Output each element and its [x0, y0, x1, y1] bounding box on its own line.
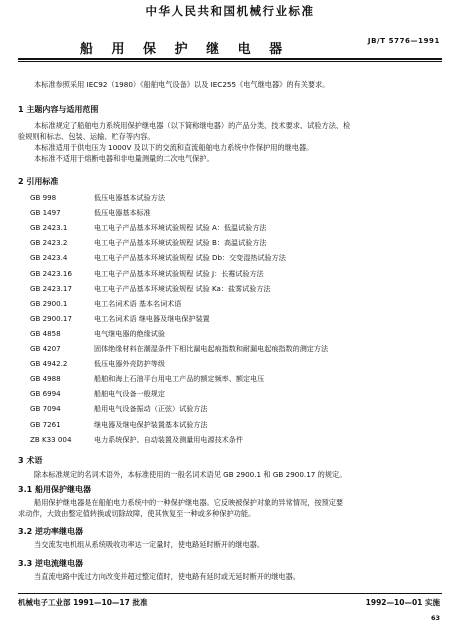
section-1-line: 本标准适用于供电压为 1000V 及以下的交流和直流船舶电力系统中作保护用的继电器。: [34, 143, 314, 152]
section-3-heading: 3 术语: [18, 456, 43, 465]
reference-code: GB 2900.17: [30, 313, 72, 323]
reference-row: [30, 284, 271, 294]
reference-title: 低压电器基本试验方法: [94, 193, 165, 202]
approval-date: 机械电子工业部 1991—10—17 批准: [18, 598, 148, 607]
intro-paragraph: 本标准参照采用 IEC92（1980）《船舶电气设备》以及 IEC255《电气继电器》的有关要求。: [34, 80, 330, 89]
reference-row: [30, 208, 151, 218]
section-3-1-line: 求动作，大致由整定值转换或切除故障，使其恢复至一种或多种保护功能。: [18, 509, 256, 518]
reference-code: GB 4988: [30, 374, 61, 384]
reference-row: [30, 404, 208, 414]
reference-title: 电工名词术语 继电器及继电保护装置: [94, 313, 210, 323]
reference-title: 电工名词术语 基本名词术语: [94, 298, 182, 308]
reference-row: [30, 389, 165, 399]
standard-code: JB/T 5776—1991: [367, 37, 440, 45]
reference-row: [30, 344, 328, 354]
reference-row: [30, 253, 286, 263]
implementation-date: 1992—10—01 实施: [365, 598, 440, 607]
reference-code: GB 4942.2: [30, 359, 68, 369]
reference-row: [30, 269, 264, 279]
reference-title: 低压电器基本标准: [94, 208, 151, 218]
reference-row: [30, 223, 267, 233]
document-title: 船 用 保 护 继 电 器: [80, 42, 290, 57]
reference-code: GB 4207: [30, 344, 61, 353]
footer-rule: [18, 593, 442, 594]
reference-row: [30, 420, 208, 430]
reference-title: 电工电子产品基本环境试验规程 试验 Ka：盐雾试验方法: [94, 283, 271, 293]
section-3-1-line: 船用保护继电器是在船舶电力系统中的一种保护继电器。它反映被保护对象的异常情况，按预定要: [34, 498, 344, 507]
reference-code: GB 998: [30, 193, 57, 202]
section-3-1-heading: 3.1 船用保护继电器: [18, 485, 91, 494]
reference-title: 电力系统保护、自动装置及测量用电源技术条件: [94, 434, 243, 444]
reference-code: GB 2423.17: [30, 283, 72, 293]
section-3-3-heading: 3.3 逆电流继电器: [18, 559, 83, 568]
reference-code: GB 7094: [30, 404, 61, 414]
reference-title: 继电器及继电保护装置基本试验方法: [94, 419, 208, 429]
standard-body-header: 中华人民共和国机械行业标准: [145, 4, 315, 18]
reference-title: 船舶和海上石油平台用电工产品的额定频率、额定电压: [94, 374, 265, 384]
page-number: 63: [430, 614, 440, 622]
reference-title: 电工电子产品基本环境试验规程 试验 Db：交变湿热试验方法: [94, 253, 286, 263]
reference-title: 低压电器外壳防护等级: [94, 359, 165, 369]
reference-title: 电工电子产品基本环境试验规程 试验 J：长霉试验方法: [94, 268, 264, 278]
reference-code: GB 6994: [30, 389, 61, 399]
reference-title: 固体绝缘材料在潮湿条件下相比漏电起痕指数和耐漏电起痕指数的测定方法: [94, 344, 329, 353]
reference-row: [30, 193, 165, 203]
header-rule-thick: [18, 58, 442, 60]
section-3-3-line: 当直流电路中流过方向改变并超过整定值时，使电路有延时或无延时断开的继电器。: [34, 572, 300, 581]
reference-row: [30, 374, 264, 384]
reference-title: 船舶电气设备一般规定: [94, 389, 165, 399]
reference-title: 船用电气设备振动（正弦）试验方法: [94, 404, 208, 414]
reference-code: GB 1497: [30, 208, 61, 218]
reference-code: GB 2423.4: [30, 253, 68, 263]
reference-code: GB 2423.2: [30, 238, 68, 248]
reference-row: [30, 299, 181, 309]
reference-row: [30, 359, 165, 369]
reference-row: [30, 329, 165, 339]
section-3-2-line: 当交流发电机组从系统吸收功率达一定量时，使电路延时断开的继电器。: [34, 540, 265, 549]
reference-title: 电气继电器的绝缘试验: [94, 328, 165, 338]
reference-code: GB 2900.1: [30, 298, 68, 308]
section-2-heading: 2 引用标准: [18, 177, 59, 186]
reference-code: GB 2423.1: [30, 223, 68, 233]
reference-code: GB 2423.16: [30, 268, 72, 278]
reference-row: [30, 314, 210, 324]
header-rule-thin: [18, 61, 442, 62]
reference-title: 电工电子产品基本环境试验规程 试验 B：高温试验方法: [94, 238, 267, 248]
reference-code: ZB K33 004: [30, 434, 72, 444]
reference-row: [30, 238, 267, 248]
reference-title: 电工电子产品基本环境试验规程 试验 A：低温试验方法: [94, 223, 267, 233]
section-1-line: 本标准规定了船舶电力系统用保护继电器（以下简称继电器）的产品分类、技术要求、试验方法、检: [34, 121, 351, 130]
reference-row: [30, 435, 243, 445]
section-1-heading: 1 主题内容与适用范围: [18, 105, 99, 114]
section-3-intro: 除本标准规定的名词术语外，本标准使用的一般名词术语见 GB 2900.1 和 GB 2900.17 的规定。: [34, 470, 347, 479]
section-1-line: 验规则和标志、包装、运输、贮存等内容。: [18, 132, 155, 141]
section-3-2-heading: 3.2 逆功率继电器: [18, 527, 83, 536]
reference-code: GB 4858: [30, 328, 61, 338]
section-1-line: 本标准不适用于熔断电器和非电量测量的二次电气保护。: [34, 154, 214, 163]
reference-code: GB 7261: [30, 419, 61, 429]
